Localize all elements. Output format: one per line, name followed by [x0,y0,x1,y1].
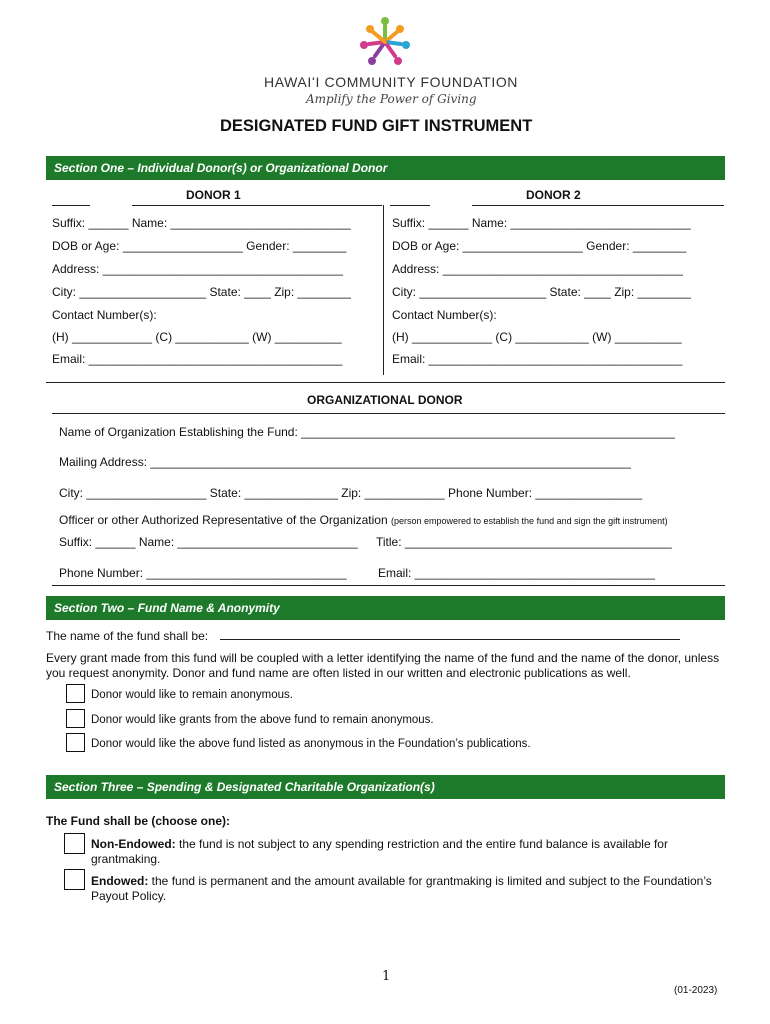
non-endowed-checkbox[interactable] [64,833,85,854]
anonymous-listing-label: Donor would like the above fund listed as anonymous in the Foundation’s publications. [91,738,531,750]
section-one-header: Section One – Individual Donor(s) or Organizational Donor [46,156,725,180]
donor1-phones-field[interactable]: (H) ____________ (C) ___________ (W) __________ [52,330,342,344]
org-officer-text: Officer or other Authorized Representative of the Organization [59,513,388,527]
brand-tagline: Amplify the Power of Giving [306,92,477,106]
fund-name-input-line[interactable] [220,639,680,640]
fund-name-label: The name of the fund shall be: [46,629,209,643]
org-email-field[interactable]: Email: ____________________________________ [378,566,655,580]
form-version: (01-2023) [674,985,718,996]
endowed-text: the fund is permanent and the amount available for grantmaking is limited and subject to the Foundation’s Payout Policy. [91,874,712,903]
donor2-suffix-name-field[interactable]: Suffix: ______ Name: ___________________________ [392,216,691,230]
donor2-address-field[interactable]: Address: ____________________________________ [392,262,683,276]
fund-type-label: The Fund shall be (choose one): [46,814,231,828]
section-three-header: Section Three – Spending & Designated Charitable Organization(s) [46,775,725,799]
anonymous-listing-checkbox[interactable] [66,733,85,752]
donor1-address-field[interactable]: Address: ____________________________________ [52,262,343,276]
org-phone-field[interactable]: Phone Number: ______________________________ [59,566,347,580]
anonymous-grants-checkbox[interactable] [66,709,85,728]
org-donor-heading: ORGANIZATIONAL DONOR [307,393,463,407]
endowed-option [91,874,719,904]
hcf-logo-icon [357,14,413,70]
anonymity-paragraph: Every grant made from this fund will be coupled with a letter identifying the name of the fund and the name of the donor, unless you request anonymity. Donor and fund name are often listed in our written and electronic publications as well. [46,651,720,680]
donor1-suffix-name-field[interactable]: Suffix: ______ Name: ___________________________ [52,216,351,230]
donor2-dob-gender-field[interactable]: DOB or Age: __________________ Gender: ________ [392,239,687,253]
org-officer-note: (person empowered to establish the fund and sign the gift instrument) [390,516,668,526]
anonymous-donor-label: Donor would like to remain anonymous. [91,689,293,701]
page-title: DESIGNATED FUND GIFT INSTRUMENT [220,117,533,135]
endowed-label: Endowed: [91,874,149,888]
org-name-field[interactable]: Name of Organization Establishing the Fund: ________________________________________________________ [59,425,675,439]
donor2-city-state-zip-field[interactable]: City: ___________________ State: ____ Zip: ________ [392,285,691,299]
donor1-city-state-zip-field[interactable]: City: ___________________ State: ____ Zip: ________ [52,285,351,299]
section-two-header: Section Two – Fund Name & Anonymity [46,596,725,620]
anonymous-donor-checkbox[interactable] [66,684,85,703]
org-city-state-zip-phone-field[interactable]: City: __________________ State: ______________ Zip: ____________ Phone Number: ________________ [59,486,643,500]
page-number: 1 [382,969,391,984]
org-mailing-field[interactable]: Mailing Address: ________________________________________________________________________ [59,455,631,469]
donor1-dob-gender-field[interactable]: DOB or Age: __________________ Gender: ________ [52,239,347,253]
anonymous-grants-label: Donor would like grants from the above fund to remain anonymous. [91,714,434,726]
donor2-email-field[interactable]: Email: ______________________________________ [392,352,683,366]
non-endowed-text: the fund is not subject to any spending restriction and the entire fund balance is available for grantmaking. [91,837,668,866]
donor1-email-field[interactable]: Email: ______________________________________ [52,352,343,366]
org-title-field[interactable]: Title: ________________________________________ [376,535,672,549]
org-officer-label [59,513,668,527]
donor1-heading: DONOR 1 [186,188,241,202]
donor2-heading: DONOR 2 [526,188,581,202]
donor2-phones-field[interactable]: (H) ____________ (C) ___________ (W) __________ [392,330,682,344]
non-endowed-option [91,837,719,867]
donor1-contact-label: Contact Number(s): [52,308,157,322]
endowed-checkbox[interactable] [64,869,85,890]
brand-name: HAWAIʻI COMMUNITY FOUNDATION [264,74,519,90]
non-endowed-label: Non-Endowed: [91,837,176,851]
org-suffix-name-field[interactable]: Suffix: ______ Name: ___________________________ [59,535,358,549]
donor2-contact-label: Contact Number(s): [392,308,497,322]
